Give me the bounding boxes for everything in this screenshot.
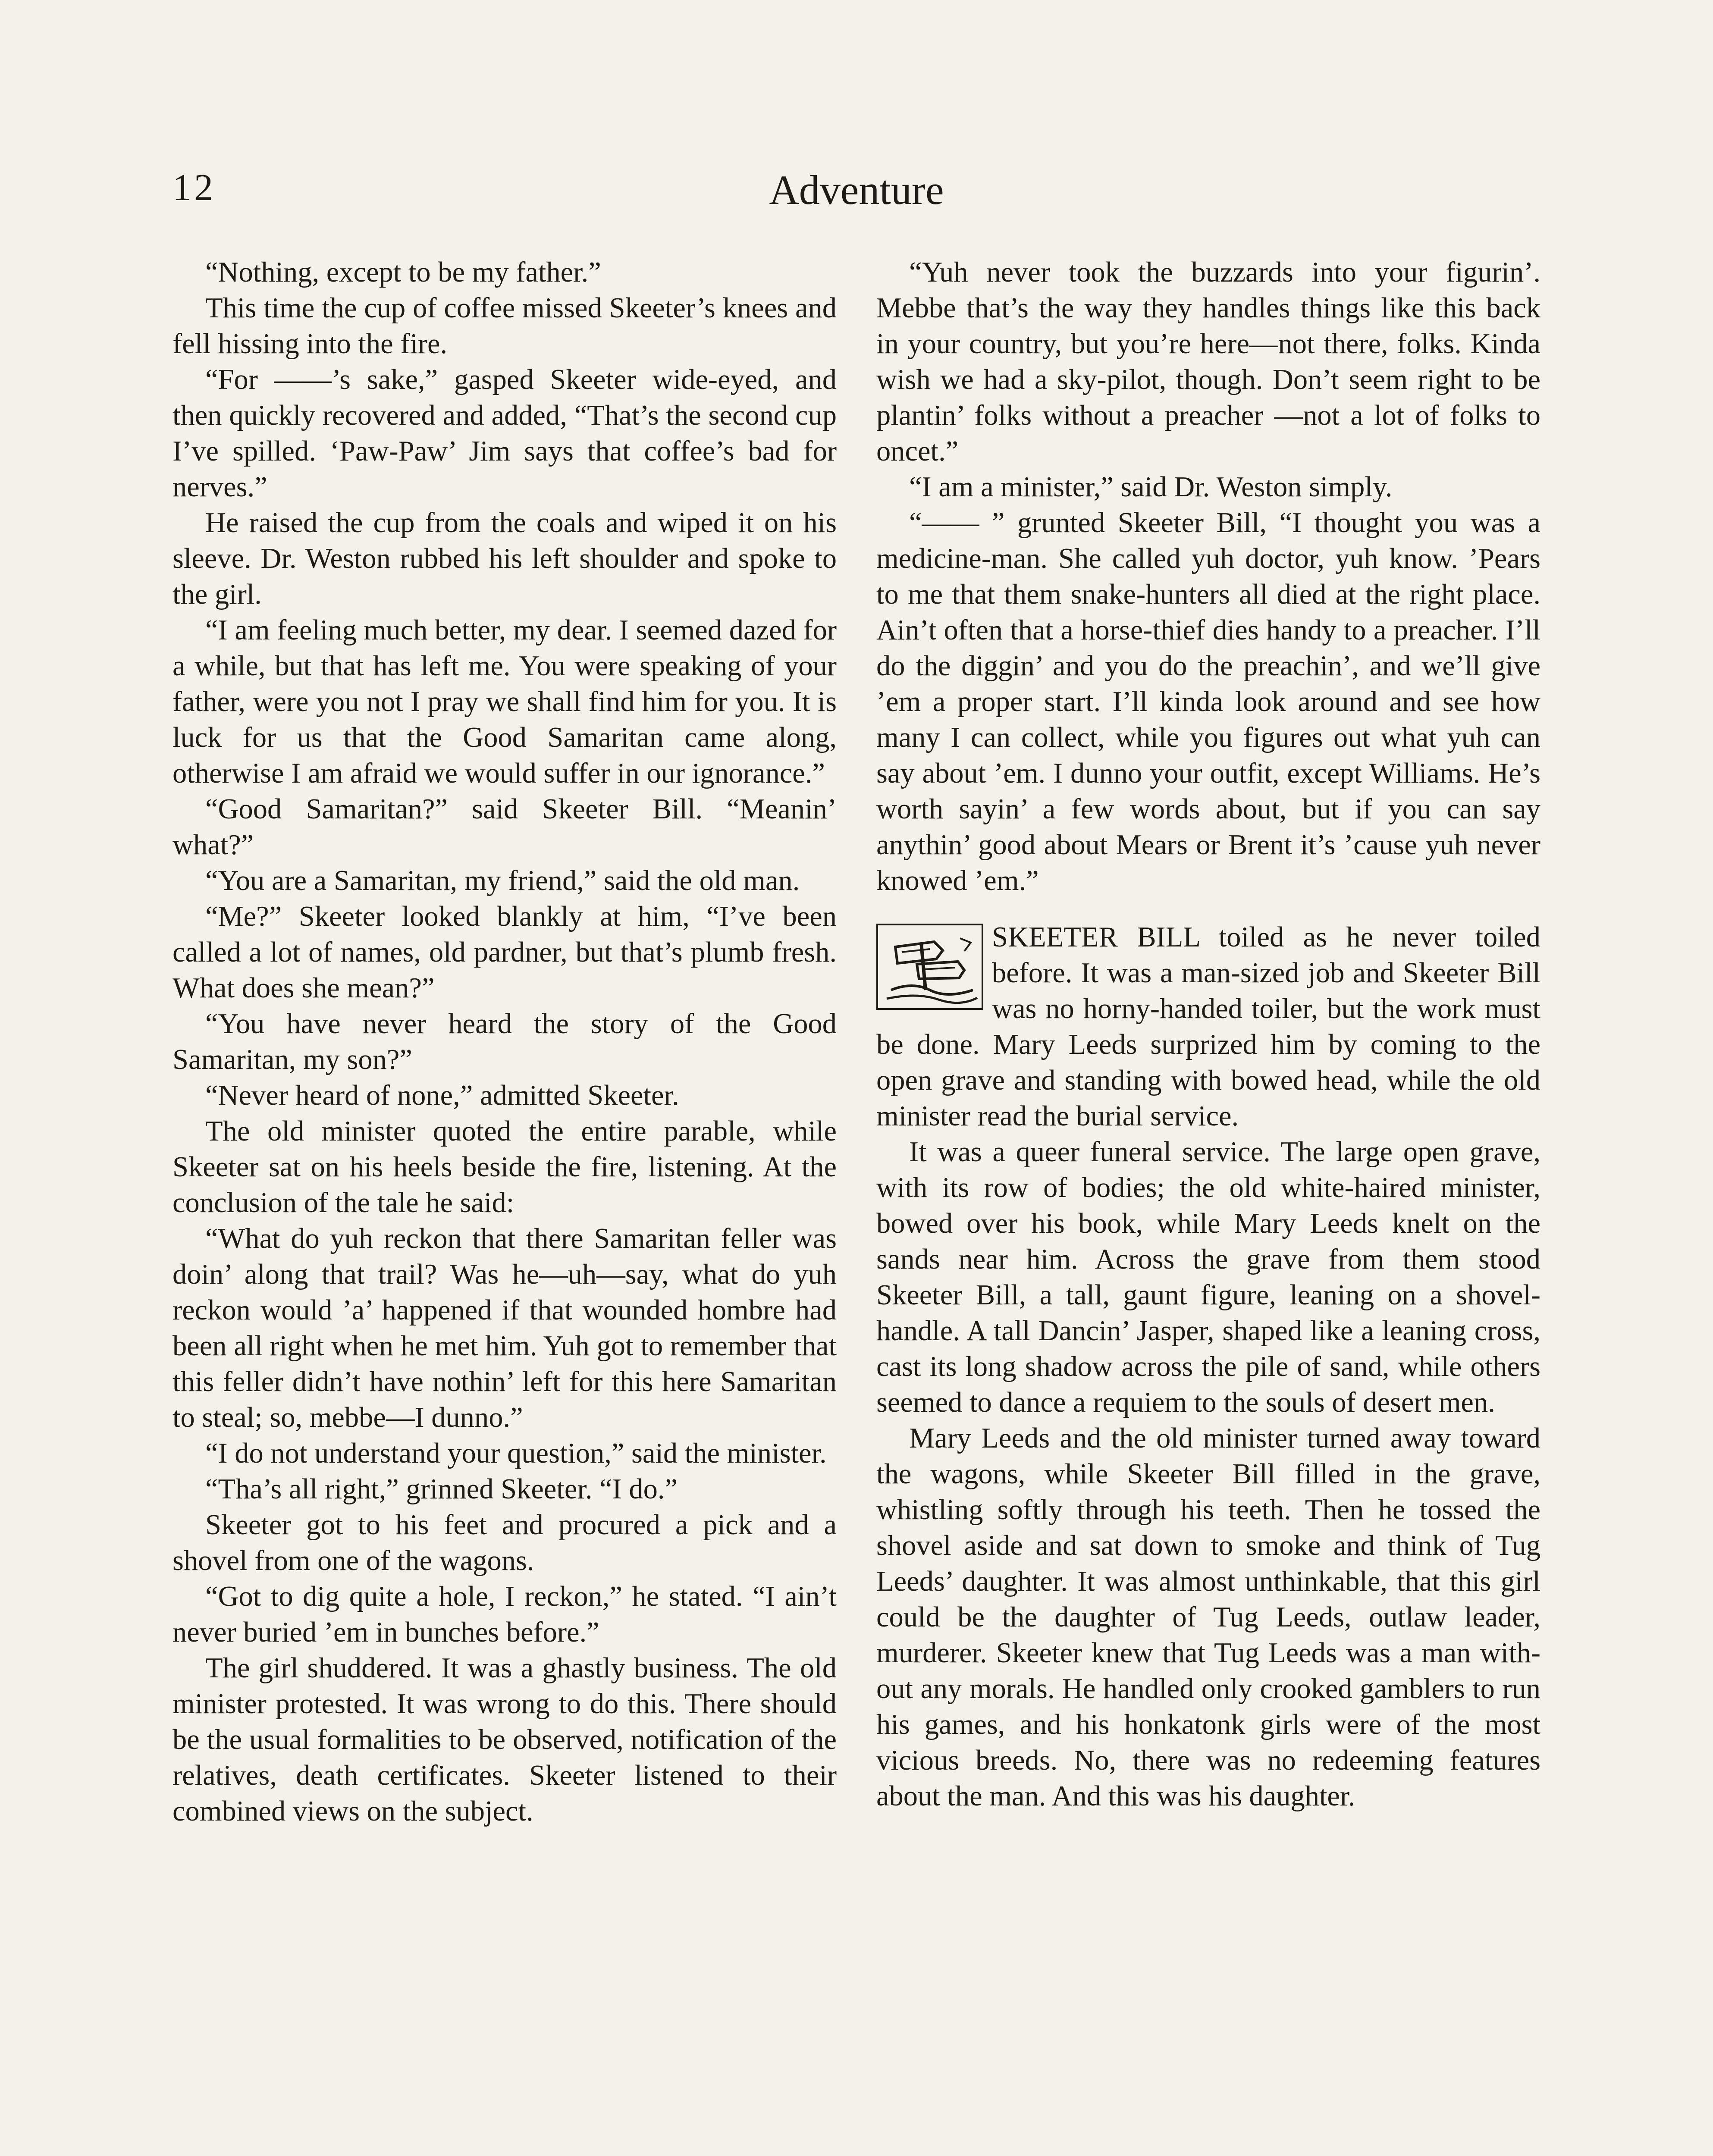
page-header (173, 166, 1540, 222)
section-ornament-icon (876, 924, 983, 1010)
paragraph: “You have never heard the story of the Good Samaritan, my son?” (173, 1008, 837, 1075)
paragraph: SKEETER BILL toiled as he never toiled before. It was a man-sized job and Skeeter Bill was no horny-handed toiler, but the work must be done. Mary Leeds surprized him by coming to the open grave and standing with bowed head, while the old minister read the burial service. (876, 921, 1540, 1132)
paragraph: “Tha’s all right,” grinned Skeeter. “I do.” (205, 1473, 678, 1505)
paragraph: The old minister quoted the entire parable, while Skeeter sat on his heels beside the fire, listening. At the conclusion of the tale he said: (173, 1116, 837, 1219)
magazine-title: Adventure (769, 167, 944, 213)
paragraph: “Yuh never took the buzzards into your figurin’. Mebbe that’s the way they handles things like this back in your country, but you’re here—not there, folks. Kinda wish we had a sky-pilot, though. Don’t seem right to be plantin’ folks without a preacher —not a lot of folks to oncet.” (876, 257, 1540, 467)
paragraph: Skeeter got to his feet and procured a pick and a shovel from one of the wagons. (173, 1509, 837, 1576)
paragraph: “Good Samaritan?” said Skeeter Bill. “Meanin’ what?” (173, 793, 837, 861)
paragraph: The girl shuddered. It was a ghastly business. The old minister protested. It was wrong to do this. There should be the usual formalities to be observed, notification of the relatives, death certificates. Skeeter listened to their combined views on the subject. (173, 1652, 837, 1827)
section-break (876, 919, 1540, 1134)
paragraph: This time the cup of coffee missed Skeeter’s knees and fell hissing into the fire. (173, 292, 837, 360)
paragraph: It was a queer funeral service. The large open grave, with its row of bodies; the old white-haired minister, bowed over his book, while Mary Leeds knelt on the sands near him. Across the grave from them stood Skeeter Bill, a tall, gaunt figure, leaning on a shovel-handle. A tall Dancin’ Jasper, shaped like a leaning cross, cast its long shadow across the pile of sand, while others seemed to dance a requiem to the souls of desert men. (876, 1136, 1540, 1418)
paragraph: “—— ” grunted Skeeter Bill, “I thought you was a medicine-man. She called yuh doctor, yuh know. ’Pears to me that them snake-hunters all died at the right place. Ain’t often that a horse-thief dies handy to a preacher. I’ll do the diggin’ and you do the preachin’, and we’ll give ’em a proper start. I’ll kinda look around and see how many I can collect, while you figures out what yuh can say about ’em. I dunno your outfit, except Williams. He’s worth sayin’ a few words about, but if you can say anythin’ good about Mears or Brent it’s ’cause yuh never knowed ’em.” (876, 507, 1540, 896)
right-column (876, 254, 1540, 1814)
paragraph: “You are a Samaritan, my friend,” said the old man. (205, 865, 800, 896)
paragraph: He raised the cup from the coals and wiped it on his sleeve. Dr. Weston rubbed his left shoulder and spoke to the girl. (173, 507, 837, 610)
left-column (173, 254, 837, 1829)
paragraph: “I am feeling much better, my dear. I seemed dazed for a while, but that has left me. You were speaking of your father, were you not I pray we shall find him for you. It is luck for us that the Good Samaritan came along, otherwise I am afraid we would suffer in our ignorance.” (173, 614, 837, 789)
paragraph: “For ——’s sake,” gasped Skeeter wide-eyed, and then quickly recovered and added, “That’s the second cup I’ve spilled. ‘Paw-Paw’ Jim says that coffee’s bad for nerves.” (173, 364, 837, 503)
signpost-icon (878, 925, 982, 1008)
paragraph: “Nothing, except to be my father.” (205, 257, 601, 288)
paragraph: “I do not understand your question,” said the minister. (205, 1438, 827, 1469)
paragraph: Mary Leeds and the old minister turned away toward the wagons, while Skeeter Bill filled in the grave, whistling softly through his teeth. Then he tossed the shovel aside and sat down to smoke and think of Tug Leeds’ daughter. It was almost unthinkable, that this girl could be the daughter of Tug Leeds, outlaw leader, murderer. Skeeter knew that Tug Leeds was a man without any morals. He handled only crooked gamblers to run his games, and his honkatonk girls were of the most vicious breeds. No, there was no redeeming features about the man. And this was his daughter. (876, 1423, 1540, 1812)
paragraph: “What do yuh reckon that there Samaritan feller was doin’ along that trail? Was he—uh—say, what do yuh reckon would ’a’ happened if that wounded hombre had been all right when he met him. Yuh got to remember that this feller didn’t have nothin’ left for this here Samaritan to steal; so, mebbe—I dunno.” (173, 1223, 837, 1433)
paragraph: “Never heard of none,” admitted Skeeter. (205, 1080, 679, 1111)
paragraph: “I am a minister,” said Dr. Weston simply. (909, 471, 1393, 503)
paragraph: “Me?” Skeeter looked blankly at him, “I’ve been called a lot of names, old pardner, but that’s plumb fresh. What does she mean?” (173, 901, 837, 1004)
paragraph: “Got to dig quite a hole, I reckon,” he stated. “I ain’t never buried ’em in bunches before.” (173, 1581, 837, 1648)
page-number: 12 (173, 167, 216, 209)
